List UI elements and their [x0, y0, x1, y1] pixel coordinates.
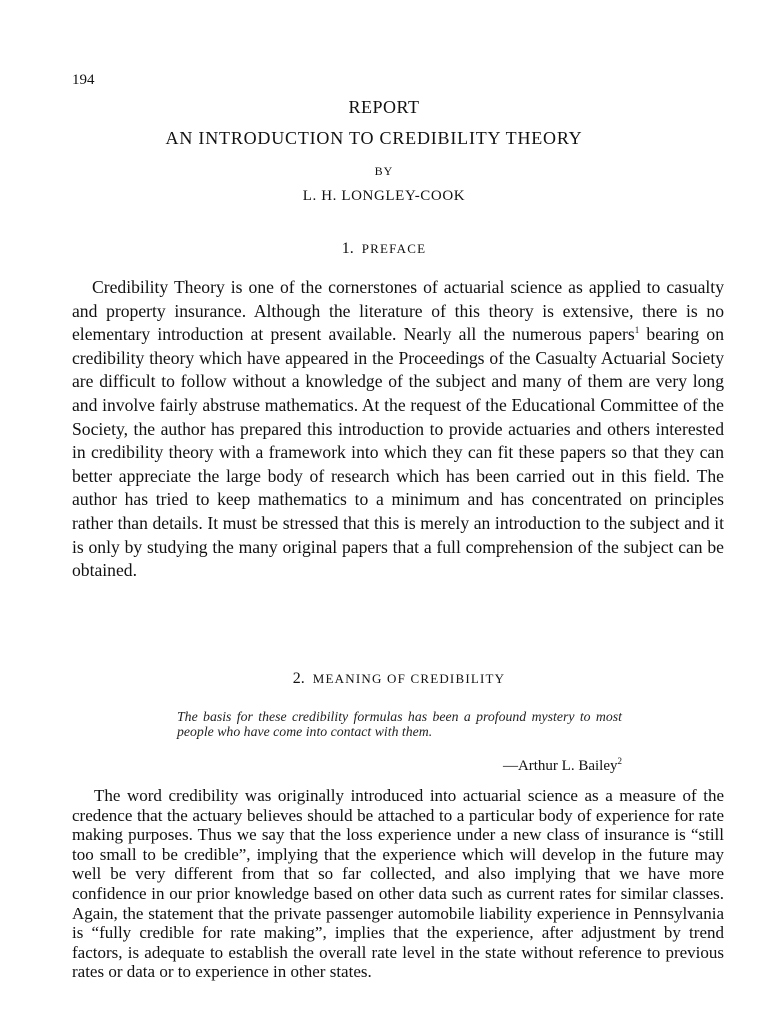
meaning-text: The word credibility was originally introduced into actuarial science as a measure of the credence that the actuary believes should be attached to a particular body of experience for rate making purposes. Thus we say that the loss experience under a new class of insurance is “still too small to be credible”, implying that the experience which will develop in the future may well be very different from that so far collected, and also implying that we have more confidence in our prior knowledge based on other data such as current rates for similar classes. Again, the statement that the private passenger automobile liability experience in Pennsylvania is “fully credible for rate making”, implies that the experience, after adjustment by trend factors, is adequate to establish the overall rate level in the state without reference to previous rates or data or to experience in other states.	[72, 786, 724, 982]
section-heading-preface	[0, 240, 768, 258]
preface-paragraph	[72, 276, 724, 583]
page-number: 194	[72, 72, 95, 88]
preface-text-part2: bearing on credibility theory which have appeared in the Proceedings of the Casualty Actuarial Society are difficult to follow without a knowledge of the subject and many of them are very long and involve fairly abstruse mathematics. At the request of the Educational Committee of the Society, the author has prepared this introduction to provide actuaries and others interested in credibility theory with a framework into which they can fit these papers so that they can better appreciate the large body of research which has been carried out in this field. The author has tried to keep mathematics to a minimum and has concentrated on principles rather than details. It must be stressed that this is merely an introduction to the subject and it is only by studying the many original papers that a full comprehension of the subject can be obtained.	[72, 324, 724, 581]
report-label: REPORT	[348, 97, 420, 117]
epigraph-attribution	[503, 758, 622, 775]
section-number: 1.	[341, 240, 354, 257]
meaning-paragraph	[72, 786, 724, 982]
by-label: BY	[374, 164, 394, 178]
author-name: L. H. LONGLEY-COOK	[302, 188, 466, 204]
section-title: PREFACE	[361, 241, 427, 256]
preface-text-part1: Credibility Theory is one of the cornerstones of actuarial science as applied to casualty and property insurance. Although the literature of this theory is extensive, there is no elementary introduction at present available. Nearly all the numerous papers	[72, 277, 724, 345]
epigraph-text: The basis for these credibility formulas has been a profound mystery to most people who have come into contact with them.	[177, 709, 622, 740]
epigraph-quote	[177, 709, 622, 739]
section-title: MEANING OF CREDIBILITY	[312, 671, 506, 686]
section-number: 2.	[292, 670, 305, 687]
attribution-text: —Arthur L. Bailey	[502, 758, 618, 774]
section-heading-meaning	[15, 670, 768, 688]
footnote-ref-1: 1	[634, 325, 640, 336]
article-title: AN INTRODUCTION TO CREDIBILITY THEORY	[165, 128, 583, 148]
footnote-ref-2: 2	[617, 756, 622, 766]
